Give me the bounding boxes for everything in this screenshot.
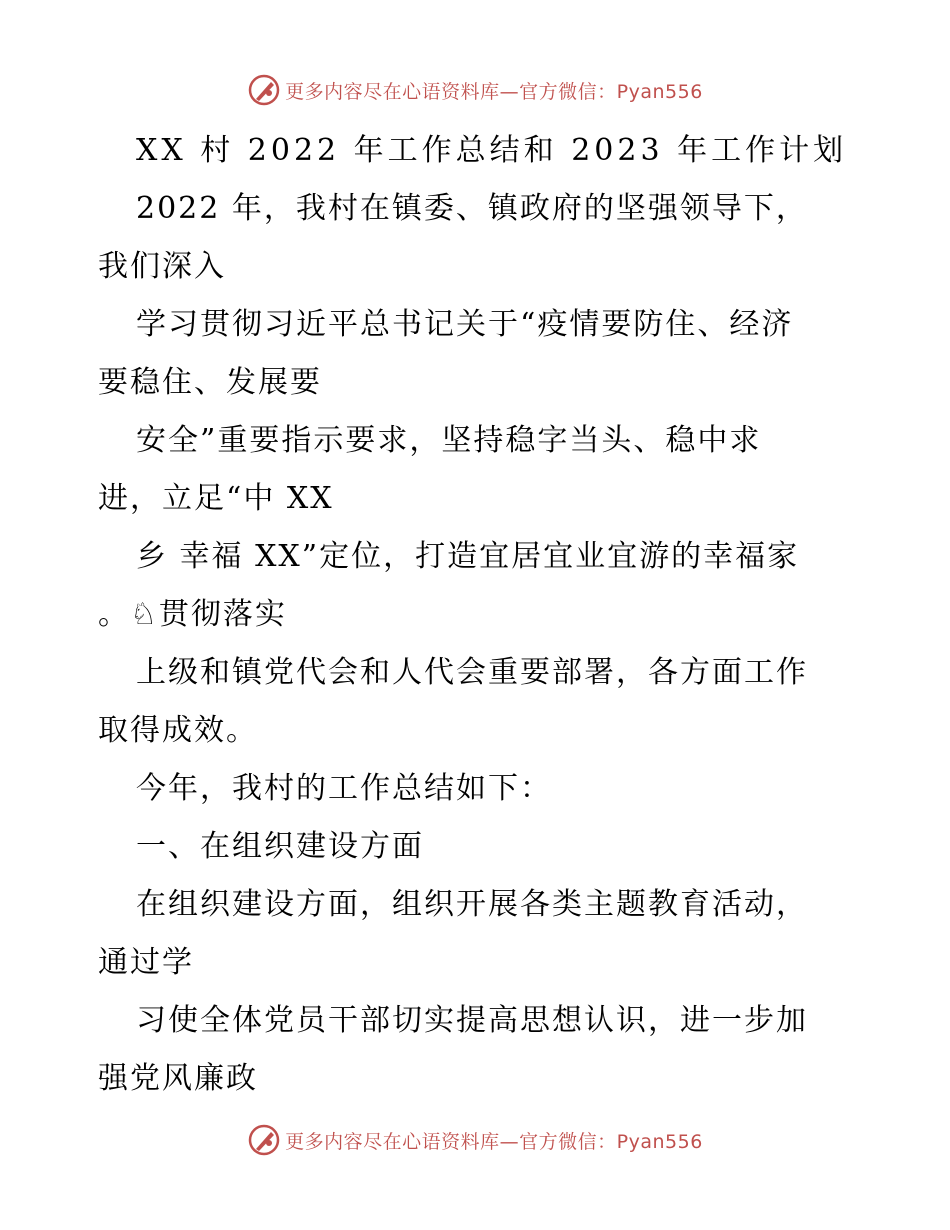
paragraph-line: 通过学 — [98, 945, 194, 980]
paragraph-line: 习使全体党员干部切实提高思想认识，进一步加 — [136, 1003, 808, 1038]
paragraph-line: 在组织建设方面，组织开展各类主题教育活动， — [136, 887, 808, 922]
paragraph-line: 学习贯彻习近平总书记关于“疫情要防住、经济 — [136, 307, 794, 342]
header-watermark-banner — [0, 70, 950, 110]
section-heading: 一、在组织建设方面 — [136, 829, 424, 864]
document-body — [98, 122, 858, 1108]
banner-text: 更多内容尽在心语资料库—官方微信：Pyan556 — [285, 1130, 703, 1153]
document-title: XX 村 2022 年工作总结和 2023 年工作计划 — [136, 133, 848, 168]
paragraph-line: 强党风廉政 — [98, 1061, 258, 1096]
paragraph-line: 取得成效。 — [98, 713, 258, 748]
paragraph-line: 我们深入 — [98, 249, 226, 284]
paragraph-line: 今年，我村的工作总结如下： — [136, 771, 552, 806]
quill-pen-logo-icon — [247, 1123, 281, 1157]
paragraph-line: 安全”重要指示要求，坚持稳字当头、稳中求 — [136, 423, 762, 458]
paragraph-line: 2022 年，我村在镇委、镇政府的坚强领导下， — [136, 191, 808, 226]
paragraph-line: 要稳住、发展要 — [98, 365, 322, 400]
banner-text: 更多内容尽在心语资料库—官方微信：Pyan556 — [285, 80, 703, 103]
paragraph-line: 上级和镇党代会和人代会重要部署，各方面工作 — [136, 655, 808, 690]
paragraph-line: 进，立足“中 XX — [98, 481, 334, 516]
footer-watermark-banner — [0, 1120, 950, 1160]
paragraph-line: 乡 幸福 XX”定位，打造宜居宜业宜游的幸福家 — [136, 539, 800, 574]
paragraph-line: 。♘贯彻落实 — [98, 597, 287, 632]
quill-pen-logo-icon — [247, 73, 281, 107]
